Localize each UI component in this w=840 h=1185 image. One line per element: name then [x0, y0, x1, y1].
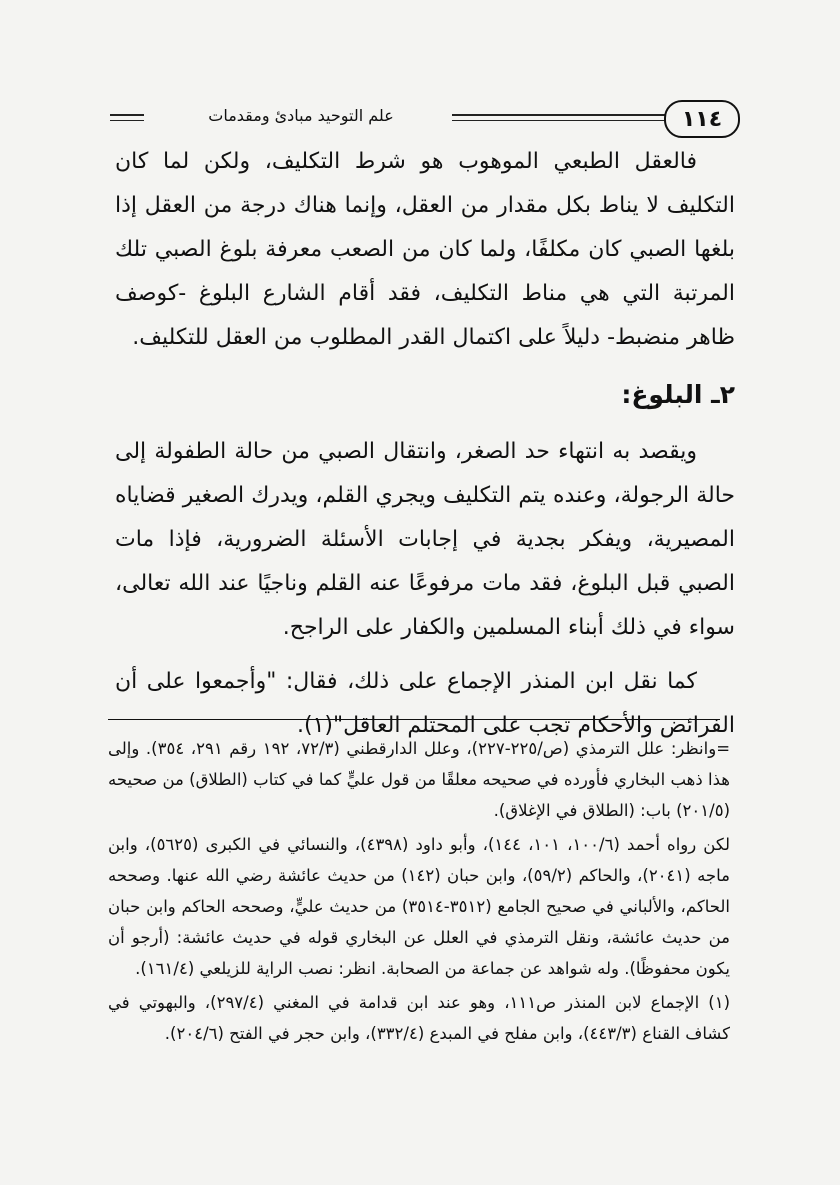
- footnote-continued-2: لكن رواه أحمد (١٠٠/٦، ١٠١، ١٤٤)، وأبو داود (٤٣٩٨)، والنسائي في الكبرى (٥٦٢٥)، وابن ماجه (٢٠٤١)، والحاكم (٥٩/٢)، وابن حبان (١٤٢) من حديث عائشة رضي الله عنها. وصححه الحاكم، والألباني في صحيح الجامع (٣٥١٢-٣٥١٤) من حديث عليٍّ، وصححه الحاكم وابن حبان من حديث عائشة، ونقل الترمذي في العلل عن البخاري قوله في حديث عائشة: (أرجو أن يكون محفوظًا). وله شواهد عن جماعة من الصحابة. انظر: نصب الراية للزيلعي (١٦١/٤).: [108, 835, 730, 978]
- page-number: ١١٤: [664, 100, 740, 138]
- running-title: علم التوحيد مبادئ ومقدمات: [208, 106, 394, 125]
- page-header: [110, 100, 740, 140]
- footnote-continued: =وانظر: علل الترمذي (ص/٢٢٥-٢٢٧)، وعلل الدارقطني (٧٢/٣، ١٩٢ رقم ٢٩١، ٣٥٤). وإلى هذا ذهب البخاري فأورده في صحيحه معلقًا من قول عليٍّ كما في كتاب (الطلاق) من صحيحه (٢٠١/٥) باب: (الطلاق في الإغلاق).: [108, 739, 731, 820]
- header-rule-left-2: [110, 120, 144, 121]
- paragraph-3: كما نقل ابن المنذر الإجماع على ذلك، فقال: "وأجمعوا على أن الفرائض والأحكام تجب على المحتلم العاقل"(١).: [115, 669, 735, 738]
- footnote-1: (١) الإجماع لابن المنذر ص١١١، وهو عند ابن قدامة في المغني (٢٩٧/٤)، والبهوتي في كشاف القناع (٤٤٣/٣)، وابن مفلح في المبدع (٣٣٢/٤)، وابن حجر في الفتح (٢٠٤/٦).: [108, 993, 730, 1043]
- main-text: [115, 140, 735, 748]
- paragraph-2: ويقصد به انتهاء حد الصغر، وانتقال الصبي من حالة الطفولة إلى حالة الرجولة، وعنده يتم التكليف ويجري القلم، ويدرك الصغير قضاياه المصيرية، ويفكر بجدية في إجابات الأسئلة الضرورية، فإذا مات الصبي قبل البلوغ، فقد مات مرفوعًا عنه القلم وناجيًا عند الله تعالى، سواء في ذلك أبناء المسلمين والكفار على الراجح.: [115, 439, 735, 640]
- header-rule-right-1: [452, 114, 670, 116]
- section-heading: ٢ـ البلوغ:: [621, 380, 735, 409]
- header-rule-left-1: [110, 114, 144, 116]
- paragraph-1: فالعقل الطبعي الموهوب هو شرط التكليف، ولكن لما كان التكليف لا يناط بكل مقدار من العقل، وإنما هناك درجة من العقل إذا بلغها الصبي كان مكلفًا، ولما كان من الصعب معرفة بلوغ الصبي تلك المرتبة التي هي مناط التكليف، فقد أقام الشارع البلوغ -كوصف ظاهر منضبط- دليلاً على اكتمال القدر المطلوب من العقل للتكليف.: [115, 149, 735, 350]
- header-rule-right-2: [452, 120, 670, 121]
- footnotes: [108, 733, 730, 1052]
- footnote-separator: [108, 719, 720, 720]
